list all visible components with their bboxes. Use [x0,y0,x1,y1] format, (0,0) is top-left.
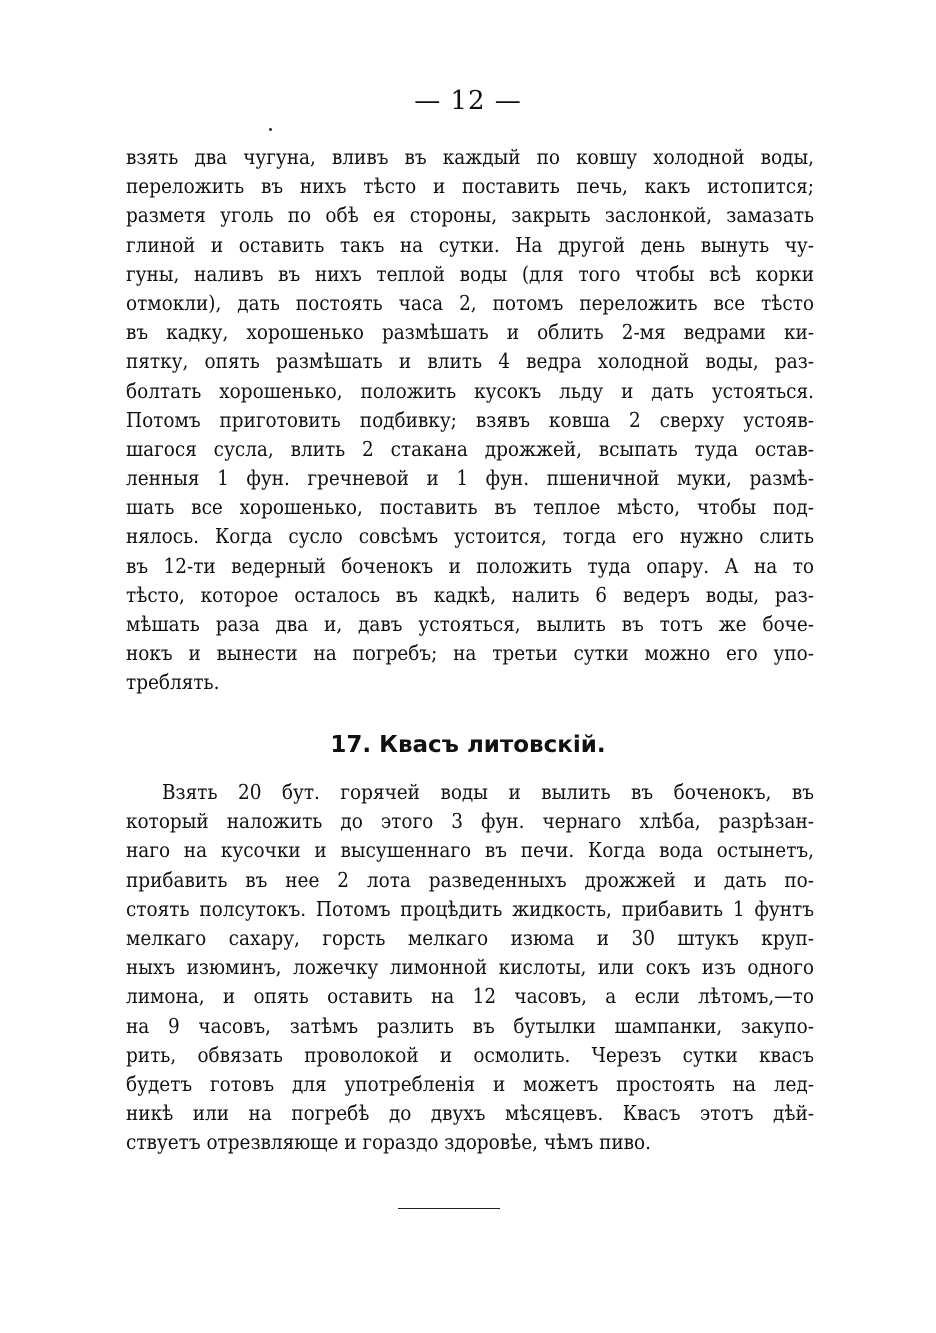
text-line: будетъ готовъ для употребленія и можетъ простоять на лед- [126,1071,814,1096]
text-line: ствуетъ отрезвляюще и гораздо здоровѣе, чѣмъ пиво. [126,1130,651,1155]
text-line: мѣшать раза два и, давъ устояться, вылить въ тотъ же боче- [126,612,814,636]
text-line: гуны, наливъ въ нихъ теплой воды (для того чтобы всѣ корки [126,261,814,286]
recipe-paragraph [126,778,814,1157]
paragraph-continued [126,143,814,698]
text-line: пятку, опять размѣшать и влить 4 ведра холодной воды, раз- [126,349,814,374]
section-heading: 17. Квасъ литовскій. [330,732,606,758]
text-line: взять два чугуна, вливъ въ каждый по ковшу холодной воды, [126,145,814,169]
text-line: отмокли), дать постоять часа 2, потомъ переложить все тѣсто [126,290,814,315]
text-line: въ 12-ти ведерный боченокъ и положить туда опару. А на то [126,553,814,578]
text-line: глиной и оставить такъ на сутки. На другой день вынуть чу- [126,232,814,257]
text-line: разметя уголь по обѣ ея стороны, закрыть заслонкой, замазать [126,203,814,228]
text-line: лимона, и опять оставить на 12 часовъ, а если лѣтомъ,—то [126,984,814,1009]
text-line: тѣсто, которое осталось въ кадкѣ, налить 6 ведеръ воды, раз- [126,582,814,607]
text-line: переложить въ нихъ тѣсто и поставить печь, какъ истопится; [126,174,814,199]
text-line: въ кадку, хорошенько размѣшать и облить 2-мя ведрами ки- [126,320,814,345]
text-line: треблять. [126,670,220,695]
text-line: стоять полсутокъ. Потомъ процѣдить жидкость, прибавить 1 фунтъ [126,896,814,921]
text-line: Взять 20 бут. горячей воды и вылить въ боченокъ, въ [162,780,814,804]
text-line: на 9 часовъ, затѣмъ разлить въ бутылки шампанки, закупо- [126,1013,814,1038]
text-line: рить, обвязать проволокой и осмолить. Черезъ сутки квасъ [126,1042,814,1067]
text-line: никѣ или на погребѣ до двухъ мѣсяцевъ. Квасъ этотъ дѣй- [126,1101,814,1126]
text-line: нялось. Когда сусло совсѣмъ устоится, тогда его нужно слить [126,524,814,549]
text-line: шагося сусла, влить 2 стакана дрожжей, всыпать туда остав- [126,436,814,461]
text-line: болтать хорошенько, положить кусокъ льду и дать устояться. [126,378,814,403]
text-line: шать все хорошенько, поставить въ теплое мѣсто, чтобы под- [126,495,814,520]
text-line: ленныя 1 фун. гречневой и 1 фун. пшеничной муки, размѣ- [126,466,814,491]
page-number: — 12 — [414,86,522,116]
print-speck [269,128,272,131]
end-rule [398,1208,500,1209]
text-line: ныхъ изюминъ, ложечку лимонной кислоты, или сокъ изъ одного [126,955,814,980]
text-line: нокъ и вынести на погребъ; на третьи сутки можно его упо- [126,641,814,666]
text-line: наго на кусочки и высушеннаго въ печи. Когда вода остынетъ, [126,838,814,863]
text-line: прибавить въ нее 2 лота разведенныхъ дрожжей и дать по- [126,867,814,892]
text-line: мелкаго сахару, горсть мелкаго изюма и 30 штукъ круп- [126,925,814,950]
text-line: Потомъ приготовить подбивку; взявъ ковша 2 сверху устояв- [126,407,814,432]
text-line: который наложить до этого 3 фун. чернаго хлѣба, разрѣзан- [126,809,814,834]
